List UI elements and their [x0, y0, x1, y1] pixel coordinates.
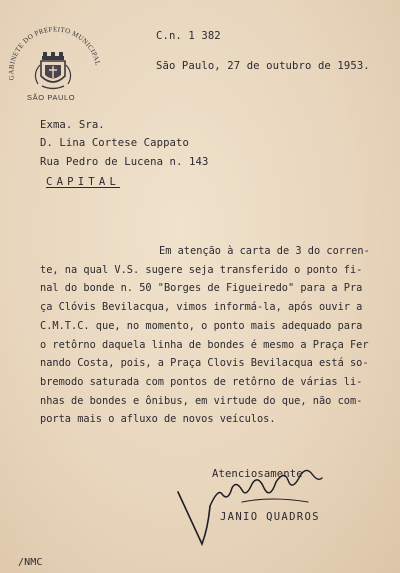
valediction: Atenciosamente	[212, 468, 303, 480]
signer-name: JANIO QUADROS	[220, 511, 320, 523]
body-line: porta mais o afluxo de novos veículos.	[40, 413, 276, 426]
reference-number: C.n. 1 382	[156, 30, 221, 42]
body-line: te, na qual V.S. sugere seja transferido o ponto fi-	[40, 263, 363, 276]
date-line: São Paulo, 27 de outubro de 1953.	[156, 60, 370, 72]
salutation: Exma. Sra.	[40, 119, 105, 131]
letter-body	[40, 242, 392, 429]
coat-of-arms-icon	[35, 52, 70, 89]
typist-initials: /NMC	[18, 557, 43, 568]
body-line: nal do bonde n. 50 "Borges de Figueiredo" para a Pra	[40, 282, 363, 295]
letterhead-arc-text: GABINETE DO PREFEITO MUNICIPAL	[7, 25, 102, 81]
recipient-address: Rua Pedro de Lucena n. 143	[40, 156, 209, 168]
handwritten-signature	[172, 458, 332, 558]
letterhead-city: SÃO PAULO	[27, 93, 76, 102]
body-line: C.M.T.C. que, no momento, o ponto mais adequado para	[40, 319, 363, 332]
body-line: o retôrno daquela linha de bondes é mesmo a Praça Fer	[40, 338, 369, 351]
body-line: bremodo saturada com pontos de retôrno de várias li-	[40, 375, 363, 388]
body-line: nando Costa, pois, a Praça Clovis Bevilacqua está so-	[40, 357, 369, 370]
recipient-city: CAPITAL	[46, 176, 121, 188]
body-line: nhas de bondes e ônibus, em virtude do que, não com-	[40, 394, 363, 407]
recipient-name: D. Lina Cortese Cappato	[40, 137, 189, 149]
body-line: ça Clóvis Bevilacqua, vimos informá-la, após ouvir a	[40, 301, 363, 314]
body-line: Em atenção à carta de 3 do corren-	[159, 245, 370, 257]
